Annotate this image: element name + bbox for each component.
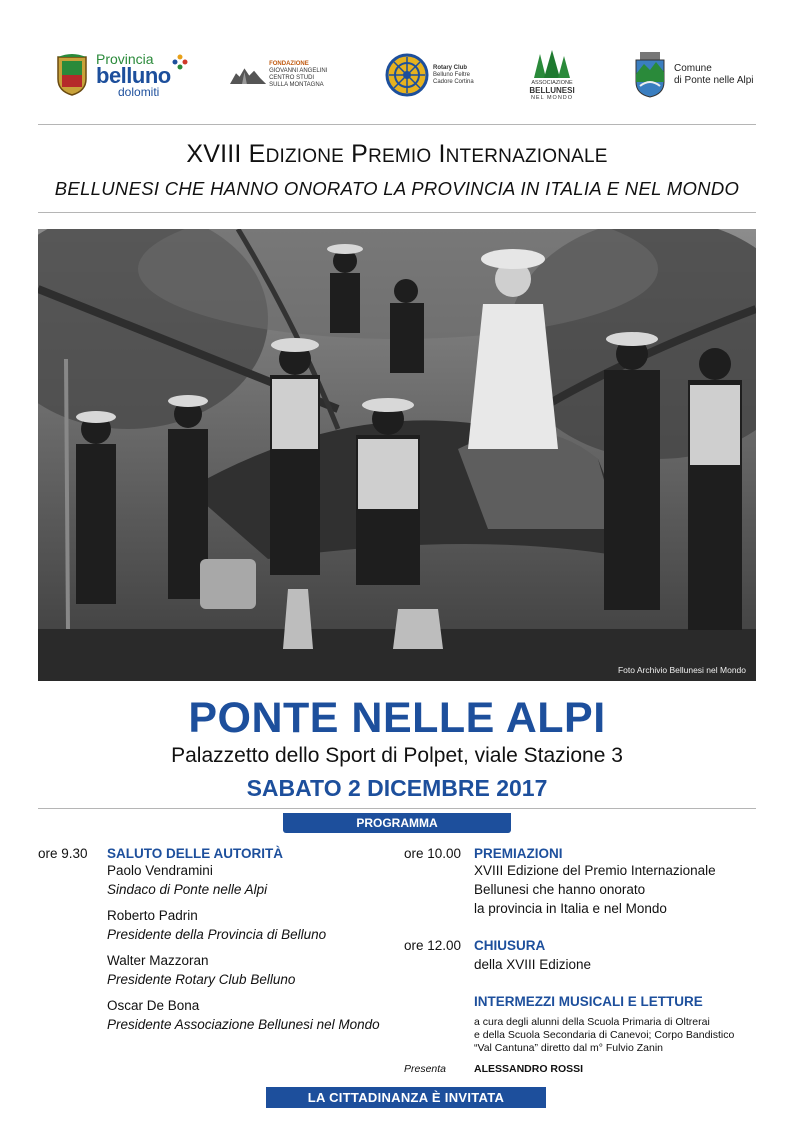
premiazioni-line: Bellunesi che hanno onorato (474, 882, 646, 897)
speaker-name: Roberto Padrin (107, 908, 198, 923)
presenta-label: Presenta (404, 1063, 447, 1075)
rotary-line1: Rotary Club (433, 64, 468, 71)
programma-label: PROGRAMMA (283, 813, 511, 833)
title-divider (38, 212, 756, 213)
comune-logo (634, 40, 764, 110)
heading-saluto: SALUTO DELLE AUTORITÀ (107, 846, 284, 861)
speaker-name: Paolo Vendramini (107, 863, 213, 878)
time-chiusura: ore 12.00 (404, 938, 462, 953)
rotary-line2: Belluno Feltre (433, 71, 471, 78)
pine-trees-icon (532, 50, 572, 80)
speaker-role: Presidente Associazione Bellunesi nel Mondo (107, 1017, 380, 1032)
heading-intermezzi: INTERMEZZI MUSICALI E LETTURE (474, 994, 703, 1009)
photo-illustration (38, 229, 756, 681)
comune-line2: di Ponte nelle Alpi (674, 75, 754, 86)
fondazione-sub: CENTRO STUDI SULLA MONTAGNA (269, 75, 324, 88)
chiusura-line: della XVIII Edizione (474, 957, 592, 972)
abm-line2: BELLUNESI (529, 85, 575, 95)
edition-subtitle: BELLUNESI CHE HANNO ONORATO LA PROVINCIA IN ITALIA E NEL MONDO (54, 178, 740, 199)
heading-chiusura: CHIUSURA (474, 938, 546, 953)
heading-premiazioni: PREMIAZIONI (474, 846, 563, 861)
speaker-role: Presidente Rotary Club Belluno (107, 972, 296, 987)
belluno-label: belluno (96, 63, 171, 88)
provincia-crest-icon (54, 53, 90, 97)
sponsor-logos (0, 40, 794, 120)
provincia-belluno-logo (54, 40, 189, 110)
comune-line1: Comune (674, 63, 712, 74)
title-part: I (431, 140, 446, 168)
time-saluto: ore 9.30 (38, 846, 88, 861)
title-part: REMIO (368, 146, 432, 167)
fondazione-caption: FONDAZIONE (269, 61, 309, 67)
abm-line3: NEL MONDO (530, 94, 574, 101)
presenta-name: ALESSANDRO ROSSI (474, 1063, 584, 1075)
top-divider (38, 124, 756, 125)
edition-title (0, 140, 794, 169)
time-premiazioni: ore 10.00 (404, 846, 462, 861)
historical-photo (38, 229, 756, 681)
title-part: DIZIONE (265, 146, 345, 167)
fondazione-name: GIOVANNI ANGELINI (269, 68, 328, 74)
event-place: PONTE NELLE ALPI (188, 694, 606, 742)
event-date: SABATO 2 DICEMBRE 2017 (246, 775, 548, 801)
title-part: XVIII E (186, 140, 266, 168)
photo-credit: Foto Archivio Bellunesi nel Mondo (617, 665, 746, 675)
invite-banner: LA CITTADINANZA È INVITATA (266, 1087, 546, 1108)
intermezzi-line: e della Scuola Secondaria di Canevoi; Corpo Bandistico (474, 1029, 735, 1041)
programma-divider (38, 808, 756, 809)
fondazione-logo (230, 40, 330, 110)
speaker-name: Walter Mazzoran (107, 953, 209, 968)
abm-logo (527, 40, 577, 110)
mountain-icon (230, 58, 266, 92)
rotary-wheel-icon (385, 53, 429, 97)
speaker-role: Sindaco di Ponte nelle Alpi (107, 882, 268, 897)
provincia-label: Provincia (96, 51, 154, 67)
intermezzi-line: “Val Cantuna” diretto dal m° Fulvio Zanin (474, 1042, 664, 1054)
premiazioni-line: la provincia in Italia e nel Mondo (474, 901, 667, 916)
comune-crest-icon (634, 52, 666, 98)
premiazioni-line: XVIII Edizione del Premio Internazionale (474, 863, 716, 878)
rotary-line3: Cadore Cortina (433, 78, 474, 85)
intermezzi-line: a cura degli alunni della Scuola Primaria di Oltrerai (474, 1016, 710, 1028)
speaker-role: Presidente della Provincia di Belluno (107, 927, 327, 942)
star-flower-icon (172, 54, 188, 70)
speaker-name: Oscar De Bona (107, 998, 200, 1013)
dolomiti-label: dolomiti (118, 85, 160, 99)
title-part: NTERNAZIONALE (445, 146, 608, 167)
rotary-logo (385, 40, 495, 110)
event-venue: Palazzetto dello Sport di Polpet, viale Stazione 3 (171, 744, 623, 767)
abm-line1: ASSOCIAZIONE (531, 79, 573, 86)
title-part: P (344, 140, 369, 168)
